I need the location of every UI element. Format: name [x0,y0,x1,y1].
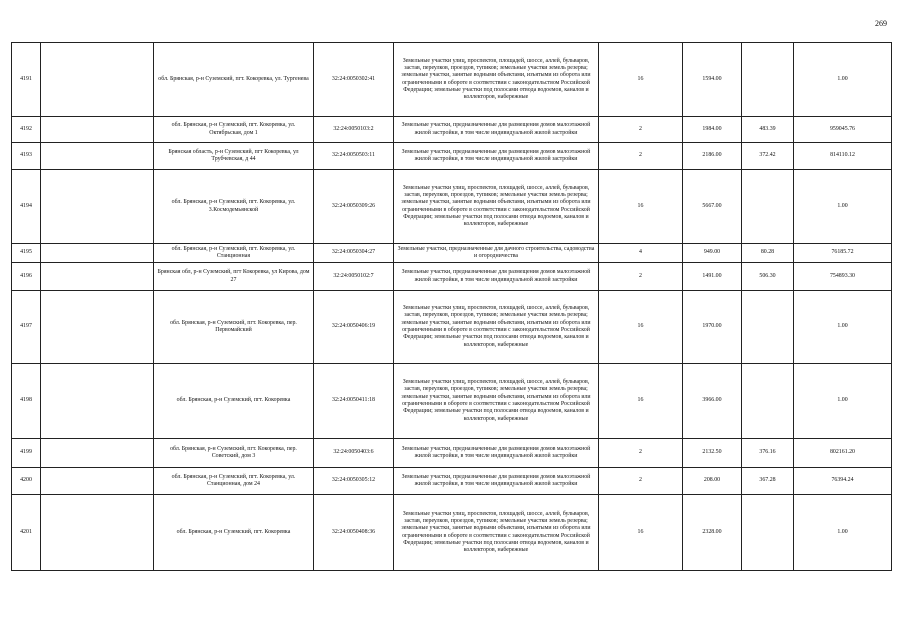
blank-cell [41,364,154,439]
blank-cell [41,244,154,263]
blank-cell [41,170,154,244]
registry-table [11,42,892,571]
address-cell: обл. Брянская, р-н Суземский, пгт. Кокоревка, ул. 3.Космодемьянской [154,170,314,244]
group-cell: 2 [599,117,683,143]
cadastral-value-cell: 1.00 [794,43,892,117]
rate-cell [742,364,794,439]
group-cell: 2 [599,263,683,291]
cadastral-value-cell: 76394.24 [794,468,892,495]
land-purpose-cell: Земельные участки, предназначенные для размещения домов малоэтажной жилой застройки, в том числе индивидуальной жилой застройки [394,117,599,143]
cadastral-number-cell: 32:24:0050503:11 [314,143,394,170]
land-purpose-cell: Земельные участки улиц, проспектов, площадей, шоссе, аллей, бульваров, застав, переулков, проездов, тупиков; земельные участки земель резерва; земельные участки, занятые водными объектами, изъятыми из оборота или ограниченными в обороте в соответствии с законодательством Российской Федерации; земельные участки под полосами отвода водоемов, каналов и коллекторов, набережные [394,364,599,439]
area-cell: 5667.00 [683,170,742,244]
group-cell: 16 [599,291,683,364]
table-row [12,143,892,170]
land-purpose-cell: Земельные участки улиц, проспектов, площадей, шоссе, аллей, бульваров, застав, переулков, проездов, тупиков; земельные участки земель резерва; земельные участки, занятые водными объектами, изъятыми из оборота или ограниченными в обороте в соответствии с законодательством Российской Федерации; земельные участки под полосами отвода водоемов, каналов и коллекторов, набережные [394,43,599,117]
table-row [12,43,892,117]
address-cell: обл. Брянская, р-н Суземский, пгт. Кокоревка, ул. Станционная [154,244,314,263]
rate-cell [742,43,794,117]
blank-cell [41,263,154,291]
row-number: 4196 [12,263,41,291]
address-cell: обл. Брянская, р-н Суземский, пгт. Кокоревка [154,364,314,439]
rate-cell [742,291,794,364]
cadastral-value-cell: 754893.30 [794,263,892,291]
group-cell: 4 [599,244,683,263]
address-cell: обл. Брянская, р-н Суземский, пгт. Кокоревка, ул. Октябрьская, дом 1 [154,117,314,143]
address-cell: обл. Брянская, р-н Суземский, пгт. Кокоревка, пер. Первомайский [154,291,314,364]
rate-cell [742,170,794,244]
table-row [12,468,892,495]
table-row [12,364,892,439]
land-purpose-cell: Земельные участки, предназначенные для размещения домов малоэтажной жилой застройки, в том числе индивидуальной жилой застройки [394,468,599,495]
area-cell: 1491.00 [683,263,742,291]
table-row [12,495,892,571]
group-cell: 16 [599,364,683,439]
group-cell: 2 [599,439,683,468]
table-row [12,170,892,244]
address-cell: обл. Брянская, р-н Суземский, пгт. Кокоревка, пер. Советский, дом 3 [154,439,314,468]
cadastral-number-cell: 32:24:0050406:19 [314,291,394,364]
cadastral-value-cell: 76185.72 [794,244,892,263]
cadastral-number-cell: 32:24:0050411:18 [314,364,394,439]
land-purpose-cell: Земельные участки улиц, проспектов, площадей, шоссе, аллей, бульваров, застав, переулков, проездов, тупиков; земельные участки земель резерва; земельные участки, занятые водными объектами, изъятыми из оборота или ограниченными в обороте в соответствии с законодательством Российской Федерации; земельные участки под полосами отвода водоемов, каналов и коллекторов, набережные [394,495,599,571]
cadastral-value-cell: 802161.20 [794,439,892,468]
land-purpose-cell: Земельные участки, предназначенные для размещения домов малоэтажной жилой застройки, в том числе индивидуальной жилой застройки [394,439,599,468]
cadastral-number-cell: 32:24:0050302:41 [314,43,394,117]
rate-cell: 367.28 [742,468,794,495]
row-number: 4194 [12,170,41,244]
blank-cell [41,43,154,117]
group-cell: 16 [599,170,683,244]
area-cell: 1970.00 [683,291,742,364]
cadastral-value-cell: 1.00 [794,170,892,244]
rate-cell: 376.16 [742,439,794,468]
group-cell: 16 [599,43,683,117]
row-number: 4191 [12,43,41,117]
row-number: 4199 [12,439,41,468]
table-row [12,263,892,291]
cadastral-value-cell: 1.00 [794,291,892,364]
land-purpose-cell: Земельные участки улиц, проспектов, площадей, шоссе, аллей, бульваров, застав, переулков, проездов, тупиков; земельные участки земель резерва; земельные участки, занятые водными объектами, изъятыми из оборота или ограниченными в обороте в соответствии с законодательством Российской Федерации; земельные участки под полосами отвода водоемов, каналов и коллекторов, набережные [394,170,599,244]
area-cell: 2186.00 [683,143,742,170]
rate-cell: 506.30 [742,263,794,291]
cadastral-number-cell: 32:24:0050304:27 [314,244,394,263]
address-cell: Брянская область, р-н Суземский, пгт Кокоревка, ул Трубчевская, д 44 [154,143,314,170]
row-number: 4197 [12,291,41,364]
group-cell: 16 [599,495,683,571]
group-cell: 2 [599,143,683,170]
blank-cell [41,468,154,495]
area-cell: 1984.00 [683,117,742,143]
cadastral-value-cell: 814110.12 [794,143,892,170]
cadastral-number-cell: 32:24:0050103:2 [314,117,394,143]
rate-cell: 372.42 [742,143,794,170]
table-row [12,117,892,143]
area-cell: 1594.00 [683,43,742,117]
cadastral-number-cell: 32:24:0050102:7 [314,263,394,291]
address-cell: Брянская обл, р-н Суземский, пгт Кокоревка, ул Кирова, дом 27 [154,263,314,291]
blank-cell [41,117,154,143]
cadastral-number-cell: 32:24:0050408:36 [314,495,394,571]
cadastral-number-cell: 32:24:0050309:26 [314,170,394,244]
land-purpose-cell: Земельные участки, предназначенные для размещения домов малоэтажной жилой застройки, в том числе индивидуальной жилой застройки [394,143,599,170]
blank-cell [41,495,154,571]
blank-cell [41,291,154,364]
rate-cell [742,495,794,571]
cadastral-number-cell: 32:24:0050403:6 [314,439,394,468]
cadastral-value-cell: 959045.76 [794,117,892,143]
table-row [12,291,892,364]
row-number: 4195 [12,244,41,263]
cadastral-value-cell: 1.00 [794,364,892,439]
cadastral-number-cell: 32:24:0050305:12 [314,468,394,495]
table-row [12,244,892,263]
area-cell: 3966.00 [683,364,742,439]
land-purpose-cell: Земельные участки, предназначенные для дачного строительства, садоводства и огородничества [394,244,599,263]
page-number: 269 [875,19,887,28]
land-purpose-cell: Земельные участки, предназначенные для размещения домов малоэтажной жилой застройки, в том числе индивидуальной жилой застройки [394,263,599,291]
address-cell: обл. Брянская, р-н Суземский, пгт. Кокоревка, ул. Тургенева [154,43,314,117]
table-row [12,439,892,468]
land-purpose-cell: Земельные участки улиц, проспектов, площадей, шоссе, аллей, бульваров, застав, переулков, проездов, тупиков; земельные участки земель резерва; земельные участки, занятые водными объектами, изъятыми из оборота или ограниченными в обороте в соответствии с законодательством Российской Федерации; земельные участки под полосами отвода водоемов, каналов и коллекторов, набережные [394,291,599,364]
area-cell: 2132.50 [683,439,742,468]
blank-cell [41,143,154,170]
cadastral-value-cell: 1.00 [794,495,892,571]
area-cell: 949.00 [683,244,742,263]
rate-cell: 80.28 [742,244,794,263]
row-number: 4201 [12,495,41,571]
address-cell: обл. Брянская, р-н Суземский, пгт. Кокоревка [154,495,314,571]
row-number: 4200 [12,468,41,495]
row-number: 4193 [12,143,41,170]
row-number: 4198 [12,364,41,439]
rate-cell: 483.39 [742,117,794,143]
area-cell: 208.00 [683,468,742,495]
blank-cell [41,439,154,468]
group-cell: 2 [599,468,683,495]
area-cell: 2328.00 [683,495,742,571]
row-number: 4192 [12,117,41,143]
address-cell: обл. Брянская, р-н Суземский, пгт. Кокоревка, ул. Станционная, дом 24 [154,468,314,495]
